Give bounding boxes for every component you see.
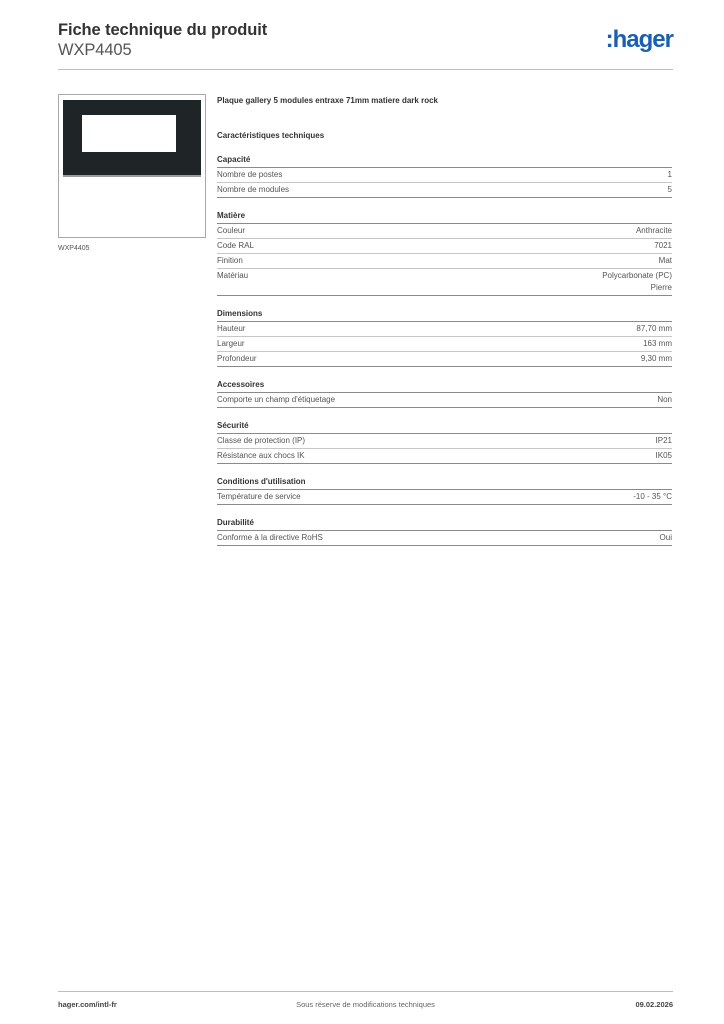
page-footer	[58, 991, 673, 1011]
spec-value-line: 87,70 mm	[636, 324, 672, 333]
spec-label: Température de service	[217, 492, 301, 501]
spec-value	[668, 169, 672, 181]
plate-frame	[63, 100, 201, 175]
spec-label: Profondeur	[217, 354, 257, 363]
spec-row	[217, 531, 672, 546]
spec-row	[217, 352, 672, 367]
spec-row	[217, 224, 672, 239]
page-header	[58, 20, 673, 70]
product-description: Plaque gallery 5 modules entraxe 71mm matiere dark rock	[217, 96, 438, 105]
product-reference: WXP4405	[58, 41, 132, 59]
spec-label: Comporte un champ d'étiquetage	[217, 395, 336, 404]
spec-value	[654, 240, 672, 252]
spec-row	[217, 183, 672, 198]
spec-value	[657, 394, 672, 406]
spec-label: Matériau	[217, 271, 249, 280]
spec-row	[217, 449, 672, 464]
spec-label: Classe de protection (IP)	[217, 436, 306, 445]
spec-value-line: IP21	[655, 436, 672, 445]
spec-value-line: IK05	[655, 451, 672, 460]
product-image	[58, 94, 206, 238]
spec-label: Couleur	[217, 226, 246, 235]
section-title: Durabilité	[217, 518, 672, 531]
spec-value	[636, 225, 672, 237]
spec-section	[217, 155, 672, 198]
spec-value-line: Anthracite	[635, 226, 672, 235]
spec-value-line: Mat	[658, 256, 672, 265]
footer-date: 09.02.2026	[635, 1000, 673, 1009]
spec-label: Nombre de modules	[217, 185, 290, 194]
spec-row	[217, 168, 672, 183]
spec-value	[643, 338, 672, 350]
spec-value	[633, 491, 672, 503]
spec-label: Conforme à la directive RoHS	[217, 533, 323, 542]
spec-label: Largeur	[217, 339, 245, 348]
spec-row	[217, 322, 672, 337]
plate-opening	[82, 115, 176, 152]
spec-value	[636, 323, 672, 335]
spec-value	[656, 435, 672, 447]
section-title: Conditions d'utilisation	[217, 477, 672, 490]
spec-value	[659, 255, 672, 267]
spec-row	[217, 239, 672, 254]
spec-value-line: 163 mm	[643, 339, 672, 348]
spec-label: Code RAL	[217, 241, 254, 250]
spec-value-line: -10 - 35 °C	[633, 492, 672, 501]
spec-label: Finition	[217, 256, 243, 265]
spec-section	[217, 380, 672, 408]
spec-label: Résistance aux chocs IK	[217, 451, 305, 460]
document-title: Fiche technique du produit	[58, 21, 268, 39]
specifications-panel	[217, 95, 672, 546]
specs-title: Caractéristiques techniques	[217, 131, 325, 140]
spec-sections	[217, 155, 672, 546]
section-title: Sécurité	[217, 421, 672, 434]
section-title: Matière	[217, 211, 672, 224]
spec-label: Nombre de postes	[217, 170, 283, 179]
spec-value-line: Pierre	[650, 283, 672, 292]
spec-value-line: 9,30 mm	[640, 354, 672, 363]
spec-value	[602, 270, 672, 294]
spec-value-line: Polycarbonate (PC)	[602, 271, 672, 280]
spec-value	[660, 532, 672, 544]
spec-row	[217, 269, 672, 296]
footer-notice: Sous réserve de modifications techniques	[296, 1000, 435, 1009]
spec-value-line: 7021	[654, 241, 672, 250]
spec-row	[217, 337, 672, 352]
spec-value	[656, 450, 672, 462]
spec-section	[217, 421, 672, 464]
spec-row	[217, 490, 672, 505]
plate-edge	[63, 175, 201, 177]
hager-logo: :hager	[605, 26, 673, 53]
spec-row	[217, 434, 672, 449]
section-title: Capacité	[217, 155, 672, 168]
spec-value-line: 5	[667, 185, 672, 194]
spec-value-line: Oui	[659, 533, 672, 542]
spec-value-line: Non	[657, 395, 672, 404]
spec-section	[217, 477, 672, 505]
spec-value	[668, 184, 672, 196]
spec-section	[217, 211, 672, 296]
spec-row	[217, 393, 672, 408]
spec-row	[217, 254, 672, 269]
spec-section	[217, 309, 672, 367]
spec-label: Hauteur	[217, 324, 246, 333]
footer-website[interactable]: hager.com/intl-fr	[58, 1000, 117, 1009]
image-caption: WXP4405	[58, 245, 90, 252]
section-title: Dimensions	[217, 309, 672, 322]
spec-section	[217, 518, 672, 546]
spec-value	[641, 353, 672, 365]
section-title: Accessoires	[217, 380, 672, 393]
spec-value-line: 1	[667, 170, 672, 179]
